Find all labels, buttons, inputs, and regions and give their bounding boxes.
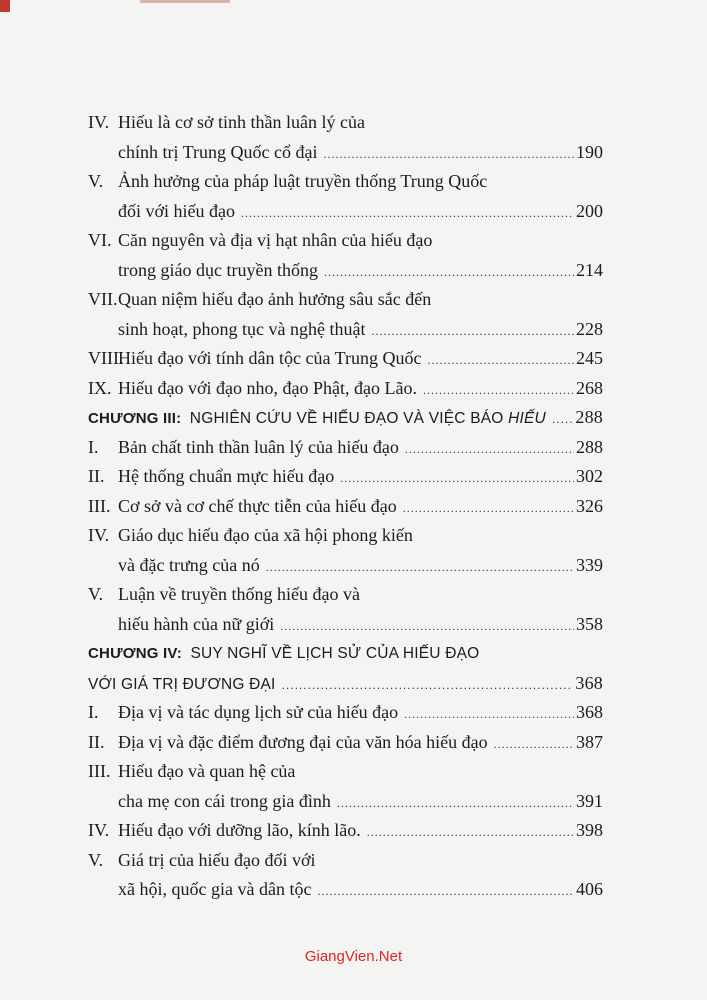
toc-line xyxy=(88,138,603,168)
page-number: 214 xyxy=(576,259,603,280)
toc-entry[interactable] xyxy=(88,108,603,167)
entry-title: và đặc trưng của nó xyxy=(118,554,260,575)
page-number: 245 xyxy=(576,348,603,368)
leader-dots xyxy=(371,317,574,347)
entry-number: IX. xyxy=(88,377,112,398)
leader-dots xyxy=(282,671,574,701)
toc-entry[interactable] xyxy=(88,698,603,728)
toc-line xyxy=(88,462,603,492)
page-number: 391 xyxy=(576,790,603,811)
toc-line xyxy=(88,846,603,876)
entry-title: Địa vị và tác dụng lịch sử của hiếu đạo xyxy=(118,702,399,722)
entry-number: I. xyxy=(88,436,99,457)
toc-line xyxy=(88,787,603,817)
page-number: 406 xyxy=(576,879,603,899)
chapter-label: CHƯƠNG IV: xyxy=(88,645,182,662)
toc-entry[interactable] xyxy=(88,521,603,580)
page-number: 268 xyxy=(576,377,603,398)
chapter-title-italic: HIẾU xyxy=(508,410,546,427)
entry-title: Hiếu đạo và quan hệ của xyxy=(118,761,296,781)
entry-title: Hiếu là cơ sở tinh thần luân lý của xyxy=(118,112,365,132)
entry-title: Hiếu đạo với dưỡng lão, kính lão. xyxy=(118,820,361,840)
page-number: 288 xyxy=(575,407,603,427)
toc-line xyxy=(88,816,603,846)
toc-line xyxy=(88,492,603,522)
entry-title: Hiếu đạo với đạo nho, đạo Phật, đạo Lão. xyxy=(118,377,417,398)
toc-entry[interactable] xyxy=(88,344,603,374)
entry-title: Cơ sở và cơ chế thực tiễn của hiếu đạo xyxy=(118,495,397,516)
toc-line xyxy=(88,374,603,404)
toc-line xyxy=(88,167,603,197)
leader-dots xyxy=(552,405,573,435)
entry-title: đối với hiếu đạo xyxy=(118,200,235,221)
page-number: 200 xyxy=(576,200,603,221)
toc-line xyxy=(88,639,603,669)
leader-dots xyxy=(403,494,574,524)
page-number: 387 xyxy=(576,731,603,752)
entry-title: Giáo dục hiếu đạo của xã hội phong kiến xyxy=(118,525,413,545)
leader-dots xyxy=(423,376,574,406)
toc-line xyxy=(88,728,603,758)
toc-entry[interactable] xyxy=(88,462,603,492)
entry-title: chính trị Trung Quốc cổ đại xyxy=(118,141,318,162)
leader-dots xyxy=(324,140,575,170)
leader-dots xyxy=(405,435,574,465)
page-number: 190 xyxy=(576,141,603,162)
entry-number: II. xyxy=(88,466,105,486)
entry-number: V. xyxy=(88,171,104,191)
chapter-title: SUY NGHĨ VỀ LỊCH SỬ CỦA HIẾU ĐẠO xyxy=(190,645,480,662)
entry-title: Hệ thống chuẩn mực hiếu đạo xyxy=(118,466,335,486)
toc-line xyxy=(88,757,603,787)
page-edge-mark xyxy=(0,0,10,12)
toc-group-chapter-4 xyxy=(88,698,603,905)
leader-dots xyxy=(317,877,574,907)
page-number: 228 xyxy=(576,318,603,339)
leader-dots xyxy=(324,258,574,288)
leader-dots xyxy=(427,346,574,376)
entry-number: VII. xyxy=(88,289,118,309)
entry-number: VIII. xyxy=(88,348,124,368)
toc-line xyxy=(88,551,603,581)
toc-line xyxy=(88,669,603,699)
watermark: GiangVien.Net xyxy=(304,948,403,965)
page-number: 368 xyxy=(575,672,603,693)
toc-line xyxy=(88,226,603,256)
page-number: 398 xyxy=(576,820,603,840)
entry-title: Quan niệm hiếu đạo ảnh hưởng sâu sắc đến xyxy=(118,289,432,309)
chapter-title-line2: VỚI GIÁ TRỊ ĐƯƠNG ĐẠI xyxy=(88,675,276,693)
toc-entry[interactable] xyxy=(88,167,603,226)
toc-line xyxy=(88,256,603,286)
toc-line xyxy=(88,315,603,345)
toc-entry[interactable] xyxy=(88,374,603,404)
chapter-label: CHƯƠNG III: xyxy=(88,410,182,427)
toc-line xyxy=(88,521,603,551)
page-number: 326 xyxy=(576,495,603,516)
toc-entry[interactable] xyxy=(88,728,603,758)
entry-number: III. xyxy=(88,761,111,781)
entry-number: V. xyxy=(88,849,104,870)
entry-title: Địa vị và đặc điểm đương đại của văn hóa hiếu đạo xyxy=(118,731,488,752)
toc-entry[interactable] xyxy=(88,433,603,463)
page-number: 302 xyxy=(576,466,603,486)
toc-line xyxy=(88,610,603,640)
entry-number: III. xyxy=(88,495,111,516)
toc-line xyxy=(88,875,603,905)
toc-line xyxy=(88,285,603,315)
page-number: 339 xyxy=(576,554,603,575)
entry-title: Ảnh hưởng của pháp luật truyền thống Trung Quốc xyxy=(118,171,488,191)
chapter-title: NGHIÊN CỨU VỀ HIẾU ĐẠO VÀ VIỆC BÁO xyxy=(189,410,504,427)
entry-title: sinh hoạt, phong tục và nghệ thuật xyxy=(118,318,366,339)
toc-group-chapter-3 xyxy=(88,433,603,640)
entry-number: IV. xyxy=(88,820,110,840)
entry-number: II. xyxy=(88,731,105,752)
entry-title: trong giáo dục truyền thống xyxy=(118,259,318,280)
toc-group-chapter-2-tail xyxy=(88,108,603,403)
entry-number: V. xyxy=(88,584,104,604)
chapter-heading xyxy=(88,404,546,434)
toc-entry[interactable] xyxy=(88,846,603,905)
entry-title: hiếu hành của nữ giới xyxy=(118,613,275,634)
entry-number: I. xyxy=(88,702,99,722)
entry-number: IV. xyxy=(88,112,110,132)
leader-dots xyxy=(266,553,574,583)
toc-chapter-4[interactable] xyxy=(88,639,603,698)
page-number: 368 xyxy=(576,702,603,722)
entry-title: Bản chất tinh thần luân lý của hiếu đạo xyxy=(118,436,399,457)
toc-entry[interactable] xyxy=(88,285,603,344)
entry-title: Luận về truyền thống hiếu đạo và xyxy=(118,584,360,604)
toc-entry[interactable] xyxy=(88,580,603,639)
entry-title: xã hội, quốc gia và dân tộc xyxy=(118,879,312,899)
leader-dots xyxy=(494,730,574,760)
toc-entry[interactable] xyxy=(88,226,603,285)
leader-dots xyxy=(404,700,574,730)
leader-dots xyxy=(280,612,574,642)
toc-line xyxy=(88,698,603,728)
entry-title: cha mẹ con cái trong gia đình xyxy=(118,790,331,811)
entry-title: Giá trị của hiếu đạo đối với xyxy=(118,849,316,870)
page-number: 288 xyxy=(576,436,603,457)
leader-dots xyxy=(337,789,574,819)
toc-line xyxy=(88,344,603,374)
toc-entry[interactable] xyxy=(88,816,603,846)
chapter-heading xyxy=(88,639,479,669)
page-number: 358 xyxy=(576,613,603,634)
leader-dots xyxy=(241,199,574,229)
entry-number: VI. xyxy=(88,230,112,250)
toc-entry[interactable] xyxy=(88,757,603,816)
leader-dots xyxy=(367,818,574,848)
toc-line xyxy=(88,433,603,463)
toc-entry[interactable] xyxy=(88,492,603,522)
toc-line xyxy=(88,403,603,433)
toc-chapter-3[interactable] xyxy=(88,403,603,433)
toc-line xyxy=(88,108,603,138)
entry-number: IV. xyxy=(88,525,110,545)
toc-line xyxy=(88,197,603,227)
toc-line xyxy=(88,580,603,610)
page-edge-smudge xyxy=(140,0,230,3)
table-of-contents xyxy=(88,108,603,905)
leader-dots xyxy=(340,464,574,494)
entry-title: Hiếu đạo với tính dân tộc của Trung Quốc xyxy=(118,348,422,368)
entry-title: Căn nguyên và địa vị hạt nhân của hiếu đạo xyxy=(118,230,433,250)
